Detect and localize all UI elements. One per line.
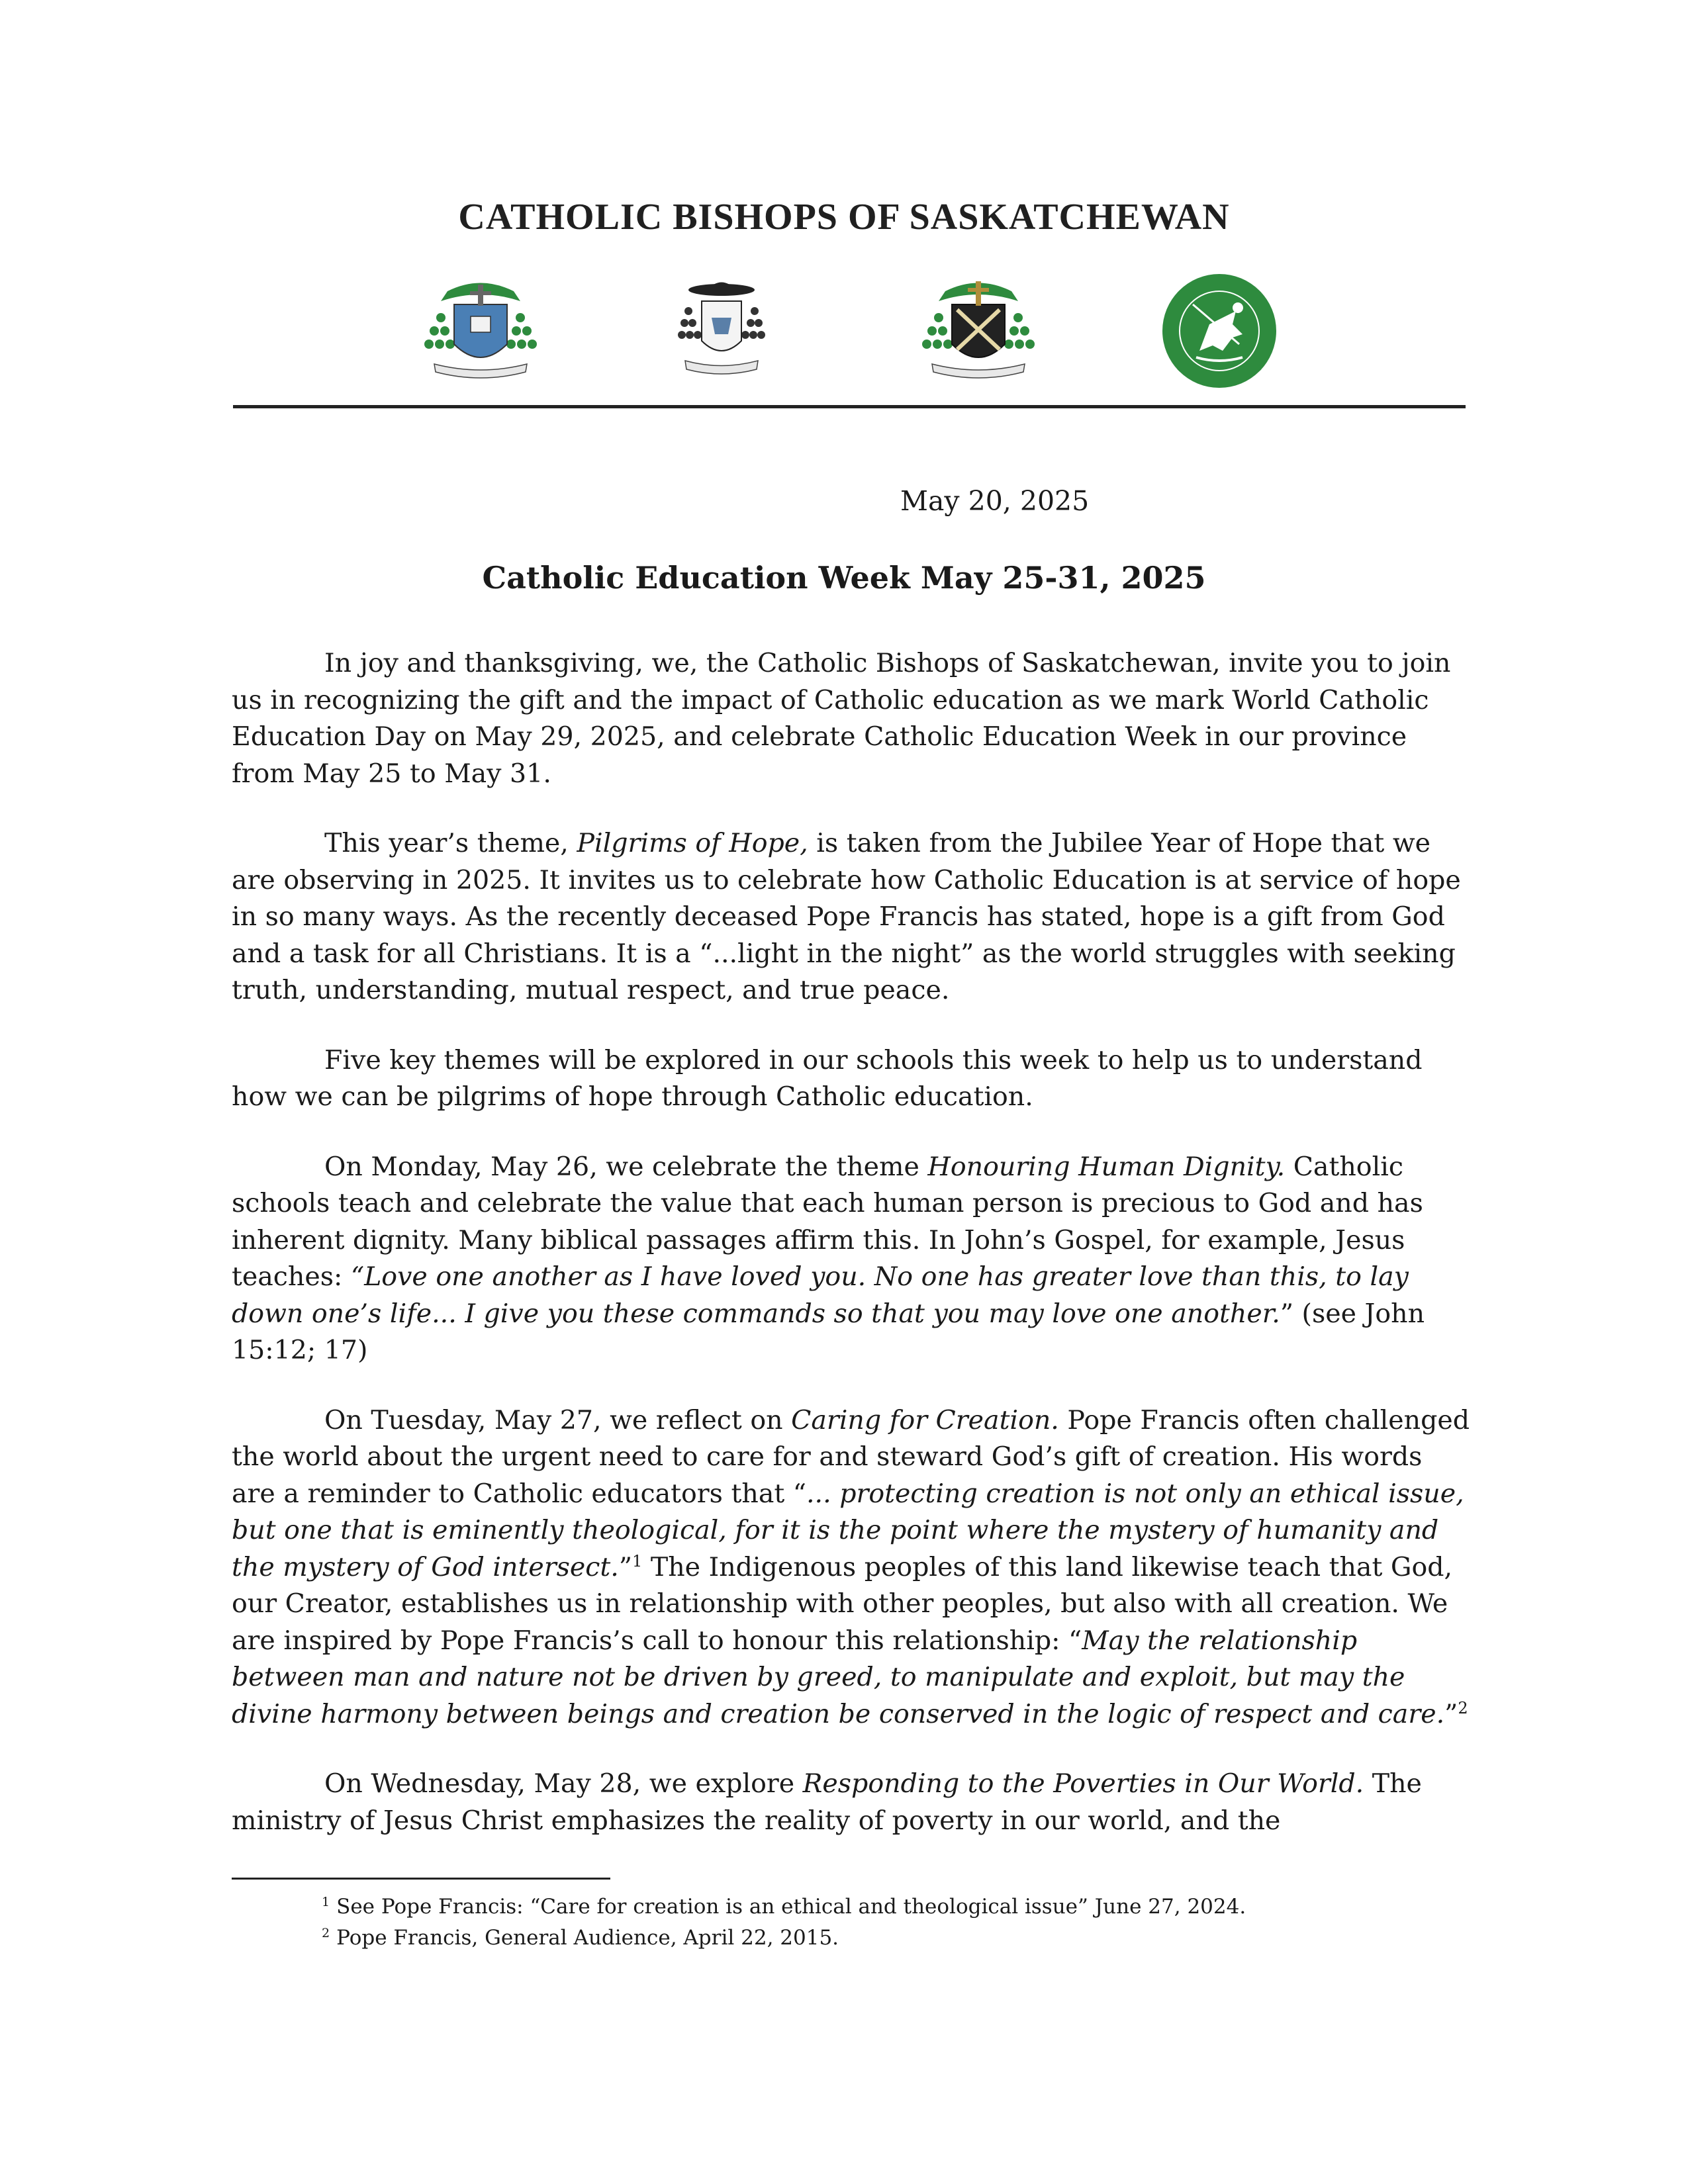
footnote-ref: 2 — [1458, 1698, 1468, 1717]
footnotes — [322, 1891, 1447, 1954]
coat-of-arms-icon — [421, 271, 540, 390]
paragraph-wednesday: On Wednesday, May 28, we explore Responding to the Poverties in Our World. The ministry of Jesus Christ emphasizes the reality of poverty in our world, and the — [232, 1768, 1422, 1836]
footnote-divider — [232, 1878, 610, 1880]
paragraph-invitation: In joy and thanksgiving, we, the Catholic Bishops of Saskatchewan, invite you to join us in recognizing the gift and the impact of Catholic education as we mark World Catholic Education Day on May 29, 2025, and celebrate Catholic Education Week in our province from May 25 to May 31. — [232, 648, 1451, 789]
footnote-ref: 1 — [632, 1551, 643, 1570]
letter-body — [232, 645, 1471, 1839]
footnote: $^1$ See Pope Francis: “Care for creation is an ethical and theological issue” June 27, 2024. — [322, 1894, 1246, 1919]
paragraph-key-themes: Five key themes will be explored in our schools this week to help us to understand how we can be pilgrims of hope through Catholic education. — [232, 1044, 1423, 1112]
ukrainian-catholic-eparchy-seal-icon — [1160, 271, 1279, 390]
paragraph-monday: On Monday, May 26, we celebrate the theme Honouring Human Dignity. Catholic schools teach and celebrate the value that each human person is precious to God and has inherent dignity. Many biblical passages affirm this. In John’s Gospel, for example, Jesus teaches: “Love one another as I have loved you. No one has greater love than this, to lay down one’s life... I give you these commands so that you may love one another.” (see John 15:12; 17) — [232, 1151, 1425, 1365]
letterhead-title: CATHOLIC BISHOPS OF SASKATCHEWAN — [458, 197, 1230, 238]
coat-of-arms-icon — [675, 271, 768, 390]
letter-heading: Catholic Education Week May 25-31, 2025 — [482, 560, 1206, 596]
paragraph-theme: This year’s theme, Pilgrims of Hope, is taken from the Jubilee Year of Hope that we are observing in 2025. It invites us to celebrate how Catholic Education is at service of hope in so many ways. As the recently deceased Pope Francis has stated, hope is a gift from God and a task for all Christians. It is a “...light in the night” as the world struggles with seeking truth, understanding, mutual respect, and true peace. — [232, 828, 1461, 1005]
paragraph-tuesday: On Tuesday, May 27, we reflect on Caring for Creation. Pope Francis often challenged the world about the urgent need to care for and steward God’s gift of creation. His words are a reminder to Catholic educators that “... protecting creation is not only an ethical issue, but one that is eminently theological, for it is the point where the mystery of humanity and the mystery of God intersect.”$^1$ The Indigenous peoples of this land likewise teach that God, our Creator, establishes us in relationship with other peoples, but also with all creation. We are inspired by Pope Francis’s call to honour this relationship: “May the relationship between man and nature not be driven by greed, to manipulate and exploit, but may the divine harmony between beings and creation be conserved in the logic of respect and care.”$^2$ — [232, 1404, 1470, 1729]
coat-of-arms-icon — [919, 271, 1038, 390]
footnote: $^2$ Pope Francis, General Audience, April 22, 2015. — [322, 1925, 839, 1950]
header-divider — [233, 405, 1466, 408]
letter-date: May 20, 2025 — [900, 485, 1090, 517]
